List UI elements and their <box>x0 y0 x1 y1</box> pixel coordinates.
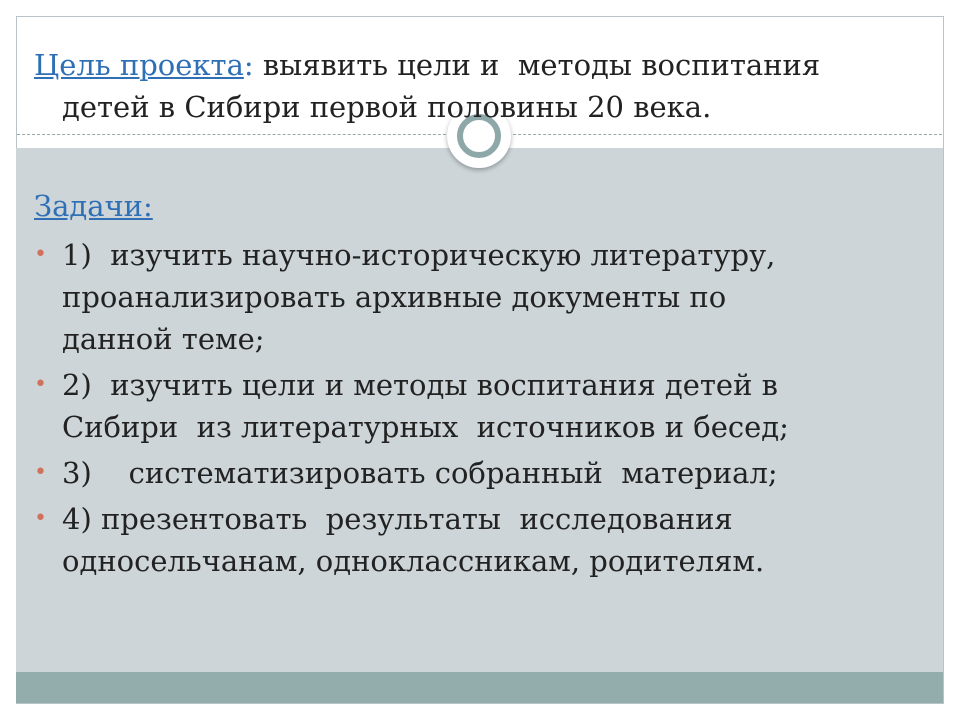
task-list <box>34 234 914 586</box>
footer-bar <box>16 672 943 703</box>
task-line: 2) изучить цели и методы воспитания детей в <box>62 368 778 402</box>
bullet-icon: • <box>34 242 47 267</box>
list-item <box>34 364 914 448</box>
list-item <box>34 452 914 494</box>
task-line: проанализировать архивные документы по <box>62 280 727 314</box>
task-line: Сибири из литературных источников и бесед; <box>62 410 789 444</box>
project-goal <box>34 44 914 128</box>
goal-colon: : <box>243 48 254 82</box>
list-item <box>34 234 914 360</box>
bullet-icon: • <box>34 460 47 485</box>
task-line: односельчанам, одноклассникам, родителям. <box>62 544 765 578</box>
bullet-icon: • <box>34 372 47 397</box>
goal-line-1 <box>34 44 914 86</box>
list-item <box>34 498 914 582</box>
tasks-heading-link[interactable]: Задачи: <box>34 189 153 223</box>
goal-label-link[interactable]: Цель проекта <box>34 48 244 82</box>
task-line: 4) презентовать результаты исследования <box>62 502 733 536</box>
task-line: данной теме; <box>62 322 265 356</box>
goal-line-2: детей в Сибири первой половины 20 века. <box>62 90 712 124</box>
task-line: 1) изучить научно-историческую литературу, <box>62 238 776 272</box>
goal-text-1: выявить цели и методы воспитания <box>253 48 821 82</box>
task-line: 3) систематизировать собранный материал; <box>62 456 778 490</box>
bullet-icon: • <box>34 506 47 531</box>
